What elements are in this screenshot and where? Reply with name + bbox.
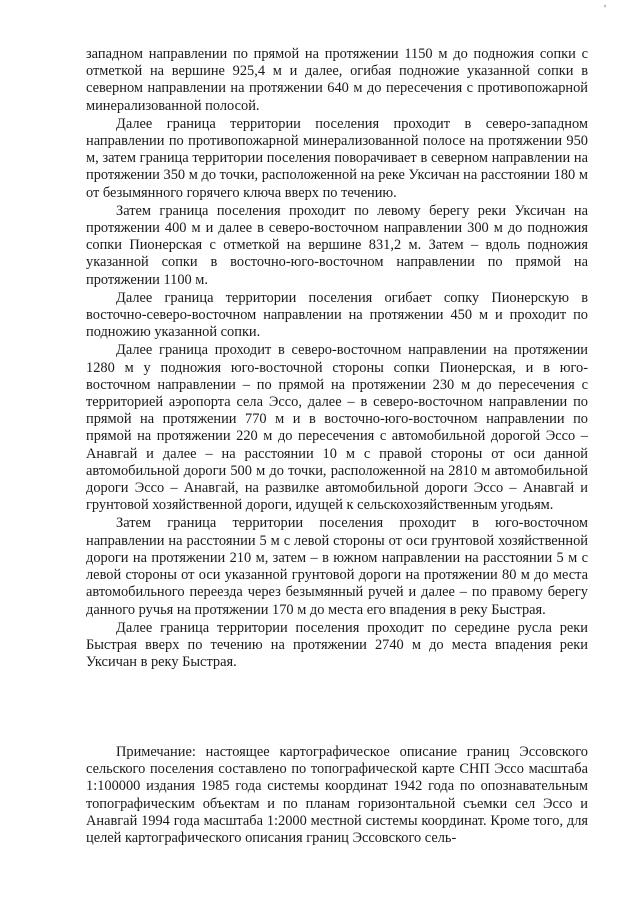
document-note	[86, 744, 588, 847]
document-body	[86, 46, 588, 672]
paragraph-1: западном направлении по прямой на протяжении 1150 м до подножия сопки с отметкой на вершине 925,4 м и далее, огибая подножие указанной сопки в северном направлении на протяжении 640 м до пересечения с противопожарной минерализованной полосой.	[86, 46, 588, 114]
paragraph-2: Далее граница территории поселения проходит в северо-западном направлении по противопожарной минерализованной полосе на протяжении 950 м, затем граница территории поселения поворачивает в северном направлении на протяжении 350 м до точки, расположенной на реке Уксичан на расстоянии 180 м от безымянного горячего ключа вверх по течению.	[86, 115, 588, 201]
paragraph-6: Затем граница территории поселения проходит в юго-восточном направлении на расстоянии 5 м с левой стороны от оси грунтовой хозяйственной дороги на протяжении 210 м, затем – в южном направлении на расстоянии 5 м с левой стороны от оси указанной грунтовой дороги на протяжении 80 м до места автомобильного переезда через безымянный ручей и далее – по правому берегу данного ручья на протяжении 170 м до места его впадения в реку Быстрая.	[86, 515, 588, 618]
paragraph-7: Далее граница территории поселения проходит по середине русла реки Быстрая вверх по течению на протяжении 2740 м до места впадения реки Уксичан в реку Быстрая.	[86, 619, 588, 671]
paragraph-4: Далее граница территории поселения огибает сопку Пионерскую в восточно-северо-восточном направлении на протяжении 450 м и проходит по подножию указанной сопки.	[86, 289, 588, 341]
note-paragraph: Примечание: настоящее картографическое описание границ Эссовского сельского поселения составлено по топографической карте СНП Эссо масштаба 1:100000 издания 1985 года системы координат 1942 года по опознавательным топографическим объектам и по планам горизонтальной съемки сел Эссо и Анавгай 1994 года масштаба 1:2000 местной системы координат. Кроме того, для целей картографического описания границ Эссовского сель-	[86, 744, 588, 847]
paragraph-3: Затем граница поселения проходит по левому берегу реки Уксичан на протяжении 400 м и далее в северо-восточном направлении 300 м до подножия сопки Пионерская с отметкой на вершине 831,2 м. Затем – вдоль подножия указанной сопки в восточно-юго-восточном направлении по прямой на протяжении 1100 м.	[86, 202, 588, 288]
scan-mark: '	[604, 3, 606, 15]
paragraph-5: Далее граница проходит в северо-восточном направлении на протяжении 1280 м у подножия юго-восточной стороны сопки Пионерская, и в юго-восточном направлении – по прямой на протяжении 230 м до пересечения с территорией аэропорта села Эссо, далее – в северо-восточном направлении по прямой на протяжении 770 м и в восточно-юго-восточном направлении по прямой на протяжении 220 м до пересечения с автомобильной дорогой Эссо – Анавгай и далее – на расстоянии 10 м с правой стороны от оси данной автомобильной дороги 500 м до точки, расположенной на 2810 м автомобильной дороги Эссо – Анавгай, на развилке автомобильной дороги Эссо – Анавгай и грунтовой хозяйственной дороги, идущей к сельскохозяйственным угодьям.	[86, 342, 588, 514]
